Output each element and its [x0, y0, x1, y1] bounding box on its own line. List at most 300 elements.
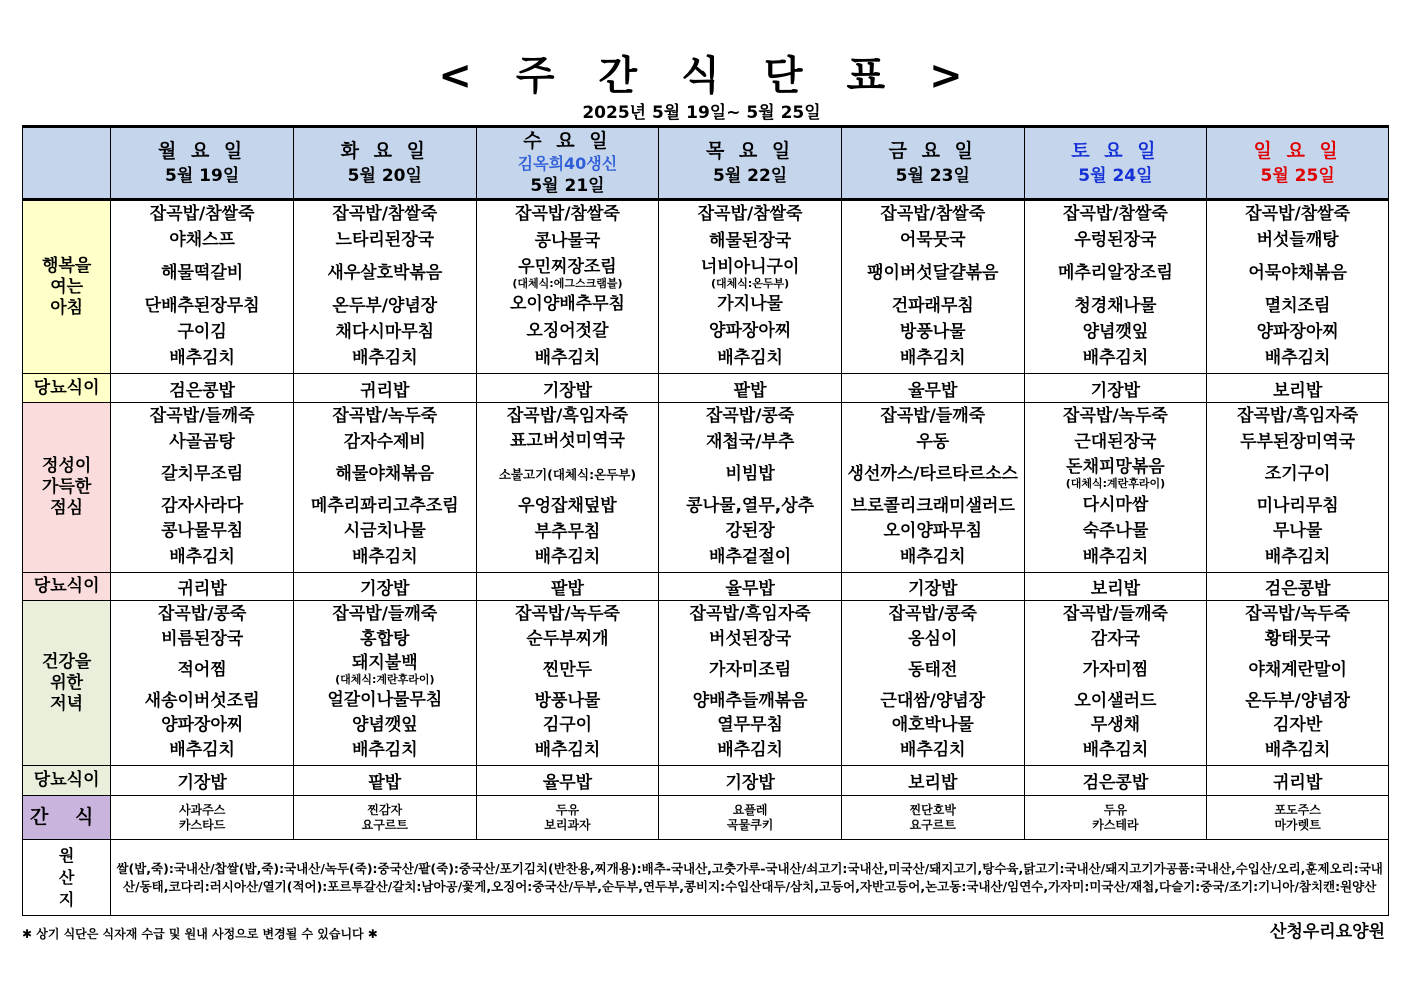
- meal-cell: [111, 200, 294, 374]
- menu-item-name: 잡곡밥/들깨죽: [149, 406, 255, 426]
- menu-item-name: 건파래무침: [891, 295, 974, 316]
- diabetic-meal: 귀리밥: [111, 573, 294, 601]
- meal-items: [659, 201, 841, 373]
- menu-item-name: 잡곡밥/흑임자죽: [689, 604, 811, 624]
- menu-item: [659, 257, 841, 290]
- day-name: 금 요 일: [888, 140, 977, 162]
- menu-item-name: 무생채: [1090, 715, 1141, 736]
- menu-item: [659, 690, 841, 713]
- menu-item-name: 브로콜리크래미샐러드: [850, 495, 1015, 516]
- menu-item: [1207, 495, 1388, 518]
- menu-item-name: 오이양배추무침: [509, 294, 625, 315]
- day-date: 5월 22일: [712, 166, 788, 186]
- snack-cell: [1207, 796, 1389, 840]
- meal-cell: [659, 200, 842, 374]
- menu-item-name: 돼지불백: [351, 653, 418, 674]
- menu-item: [842, 628, 1024, 651]
- menu-item-name: 배추김치: [169, 347, 235, 368]
- menu-item: [842, 229, 1024, 252]
- meal-cell: [841, 403, 1024, 573]
- menu-item-name: 배추김치: [534, 347, 601, 368]
- meal-items: [294, 601, 476, 765]
- meal-cell: [841, 601, 1024, 766]
- menu-item: [1207, 347, 1388, 370]
- menu-item: [477, 203, 659, 226]
- meal-items: [842, 601, 1024, 765]
- menu-item-name: 양념깻잎: [1082, 321, 1149, 342]
- menu-item-name: 근대된장국: [1074, 432, 1157, 453]
- page-title: [0, 44, 1403, 101]
- menu-item-name: 잡곡밥/들깨죽: [332, 604, 438, 624]
- menu-item: [659, 603, 841, 626]
- menu-item-name: 우동: [916, 431, 950, 452]
- menu-item-name: 비름된장국: [161, 628, 244, 649]
- menu-item: [842, 690, 1024, 713]
- meal-items: [111, 201, 293, 373]
- menu-item-name: 양파장아찌: [1256, 321, 1339, 342]
- snack-item: 찐감자: [367, 802, 403, 817]
- menu-item-name: 새우살호박볶음: [327, 263, 443, 284]
- menu-item-name: 잡곡밥/참쌀죽: [697, 204, 803, 224]
- menu-item-name: 메추리꽈리고추조림: [310, 495, 459, 516]
- menu-item: [659, 230, 841, 253]
- meal-items: [477, 201, 659, 373]
- menu-item: [1025, 690, 1207, 713]
- title-char: >: [929, 53, 965, 99]
- breakfast-row: [23, 200, 1389, 374]
- menu-item-name: 배추김치: [534, 739, 601, 760]
- menu-item: [842, 739, 1024, 762]
- menu-item-name: 열무무침: [717, 715, 783, 736]
- meal-cell: [111, 403, 294, 573]
- snack-cell: [1024, 796, 1207, 840]
- menu-item: [294, 405, 476, 428]
- diabetic-meal: 율무밥: [659, 573, 842, 601]
- menu-item-name: 오징어젓갈: [526, 321, 609, 342]
- menu-item: [1025, 431, 1207, 454]
- meal-cell: [293, 200, 476, 374]
- dinner-label: 건강을 위한 저녁: [23, 601, 111, 766]
- menu-item-name: 잡곡밥/콩죽: [888, 604, 977, 624]
- day-header: [1207, 127, 1389, 200]
- day-date: 5월 20일: [347, 166, 422, 186]
- menu-item: [659, 456, 841, 492]
- menu-item: [842, 295, 1024, 318]
- day-name: 화 요 일: [340, 140, 429, 162]
- menu-item: [477, 690, 659, 713]
- diabetic-meal: 기장밥: [1024, 374, 1207, 403]
- menu-item: [477, 347, 659, 370]
- menu-item-name: 느타리된장국: [335, 230, 435, 251]
- menu-item: [477, 628, 659, 651]
- menu-item-name: 부추무침: [534, 521, 601, 542]
- menu-item-name: 양배추들깨볶음: [692, 690, 808, 711]
- dinner-row: [23, 601, 1389, 766]
- menu-item-name: 동태전: [908, 660, 958, 681]
- menu-item: [1207, 520, 1388, 543]
- menu-item: [842, 255, 1024, 291]
- menu-item-name: 김자반: [1272, 715, 1323, 736]
- breakfast-diabetic-row: [23, 374, 1389, 403]
- menu-item-name: 잡곡밥/참쌀죽: [332, 204, 438, 224]
- day-date: 5월 23일: [895, 166, 970, 186]
- menu-item-name: 얼갈이나물무침: [327, 689, 443, 710]
- menu-item: [294, 520, 476, 543]
- menu-period: 2025년 5월 19일~ 5월 25일: [582, 103, 821, 123]
- menu-item-name: 버섯된장국: [709, 628, 792, 649]
- menu-item: [477, 320, 659, 343]
- menu-item: [1207, 603, 1388, 626]
- menu-item: [842, 456, 1024, 492]
- menu-item: [659, 739, 841, 762]
- snack-item: 요구르트: [909, 817, 956, 832]
- snack-cell: [111, 796, 294, 840]
- menu-item: [1207, 203, 1388, 226]
- menu-item: [842, 652, 1024, 688]
- alternative-note: (대체식:온두부): [711, 276, 790, 290]
- meal-items: [842, 201, 1024, 373]
- menu-item-name: 새송이버섯조림: [144, 690, 260, 711]
- menu-item-name: 배추김치: [1082, 347, 1149, 368]
- alternative-note: (대체식:에그스크램블): [512, 276, 623, 290]
- day-date: 5월 19일: [165, 166, 240, 186]
- menu-item-name: 가지나물: [717, 294, 783, 315]
- menu-item: [111, 603, 293, 626]
- menu-item: [111, 690, 293, 713]
- menu-item-name: 배추김치: [1082, 546, 1149, 567]
- menu-item: [294, 456, 476, 492]
- menu-item: [842, 321, 1024, 344]
- meal-cell: [293, 601, 476, 766]
- menu-item-name: 시금치나물: [343, 521, 426, 542]
- menu-item-name: 조기구이: [1264, 464, 1331, 485]
- menu-item-name: 배추겉절이: [709, 546, 792, 567]
- diabetic-meal: 기장밥: [293, 573, 476, 601]
- menu-item: [477, 652, 659, 688]
- menu-item: [842, 431, 1024, 454]
- meal-cell: [476, 601, 659, 766]
- menu-item-name: 청경채나물: [1074, 295, 1157, 316]
- menu-item: [477, 714, 659, 737]
- menu-item: [1207, 255, 1388, 291]
- menu-item: [477, 603, 659, 626]
- menu-item: [1025, 546, 1207, 569]
- diabetic-meal: 귀리밥: [1207, 766, 1389, 796]
- menu-item-name: 배추김치: [534, 546, 601, 567]
- menu-item: [294, 229, 476, 252]
- diabetic-meal: 기장밥: [476, 374, 659, 403]
- menu-item-name: 양념깻잎: [351, 714, 418, 735]
- menu-item: [1207, 690, 1388, 713]
- day-date: 5월 21일: [530, 176, 605, 196]
- menu-item-name: 오이샐러드: [1074, 690, 1157, 711]
- menu-item: [294, 347, 476, 370]
- corner-cell: [23, 127, 111, 200]
- menu-item: [1025, 203, 1207, 226]
- menu-item: [477, 430, 659, 453]
- menu-item: [477, 495, 659, 518]
- menu-item-name: 잡곡밥/참쌀죽: [1063, 204, 1168, 224]
- menu-item: [111, 456, 293, 492]
- facility-name: 산청우리요양원: [1270, 922, 1385, 942]
- menu-item: [659, 293, 841, 316]
- alternative-note: (대체식:계란후라이): [335, 673, 435, 687]
- day-date: 5월 25일: [1260, 166, 1335, 186]
- menu-item-name: 구이김: [177, 321, 227, 342]
- menu-item: [1025, 520, 1207, 543]
- menu-item-name: 우렁된장국: [1074, 230, 1157, 251]
- menu-item-name: 잡곡밥/참쌀죽: [880, 204, 986, 224]
- menu-item: [294, 689, 476, 712]
- diabetic-meal: 보리밥: [1024, 573, 1207, 601]
- meal-cell: [1207, 403, 1389, 573]
- menu-item: [842, 546, 1024, 569]
- menu-item: [659, 652, 841, 688]
- menu-item-name: 방풍나물: [899, 321, 966, 342]
- menu-item-name: 황태뭇국: [1264, 628, 1331, 649]
- menu-item: [1207, 456, 1388, 492]
- snack-item: 포도주스: [1274, 802, 1321, 817]
- menu-item-name: 잡곡밥/참쌀죽: [149, 204, 255, 224]
- menu-item-name: 잡곡밥/참쌀죽: [1245, 204, 1350, 224]
- snack-item: 요구르트: [361, 817, 408, 832]
- menu-item-name: 배추김치: [1264, 739, 1331, 760]
- menu-item: [111, 495, 293, 518]
- menu-item: [1207, 321, 1388, 344]
- menu-item-name: 채다시마무침: [335, 321, 435, 342]
- title-char: 주: [515, 53, 557, 99]
- menu-item-name: 콩나물무침: [161, 521, 244, 542]
- menu-item-name: 오이양파무침: [883, 521, 983, 542]
- menu-item-name: 야채스프: [169, 230, 235, 251]
- menu-item-name: 잡곡밥/흑임자죽: [506, 406, 629, 426]
- meal-cell: [1207, 601, 1389, 766]
- menu-item-name: 재첩국/부추: [705, 431, 795, 452]
- menu-item: [111, 229, 293, 252]
- meal-cell: [476, 403, 659, 573]
- day-header: [659, 127, 842, 200]
- lunch-row: [23, 403, 1389, 573]
- menu-item: [842, 347, 1024, 370]
- menu-item-name: 해물야채볶음: [335, 464, 435, 485]
- menu-item: [659, 546, 841, 569]
- meal-items: [477, 601, 659, 765]
- menu-item: [1207, 546, 1388, 569]
- origin-row: [23, 840, 1389, 916]
- menu-item: [659, 431, 841, 454]
- menu-item: [1025, 229, 1207, 252]
- menu-item: [842, 520, 1024, 543]
- title-char: 간: [598, 53, 640, 99]
- menu-item: [294, 739, 476, 762]
- day-name: 목 요 일: [705, 140, 795, 162]
- menu-item: [659, 714, 841, 737]
- menu-item: [842, 714, 1024, 737]
- menu-item-name: 잡곡밥/참쌀죽: [515, 204, 620, 224]
- menu-item: [294, 431, 476, 454]
- snack-cell: [841, 796, 1024, 840]
- menu-item: [1207, 652, 1388, 688]
- lunch-diabetic-row: [23, 573, 1389, 601]
- menu-item-name: 소불고기(대체식:온두부): [498, 466, 637, 482]
- menu-item-name: 배추김치: [899, 347, 966, 368]
- meal-cell: [1207, 200, 1389, 374]
- menu-item-name: 순두부찌개: [526, 628, 609, 649]
- menu-item-name: 근대쌈/양념장: [880, 690, 986, 711]
- menu-item: [659, 405, 841, 428]
- footnote: ✱ 상기 식단은 식자재 수급 및 원내 사정으로 변경될 수 있습니다 ✱: [22, 927, 378, 941]
- meal-items: [659, 601, 841, 765]
- menu-item-name: 배추김치: [169, 546, 235, 567]
- menu-item-name: 비빔밥: [725, 464, 775, 485]
- menu-item: [1025, 714, 1207, 737]
- menu-item-name: 무나물: [1272, 521, 1323, 542]
- menu-item: [1207, 229, 1388, 252]
- menu-item-name: 감자수제비: [343, 431, 426, 452]
- menu-item: [294, 203, 476, 226]
- menu-item: [111, 546, 293, 569]
- menu-item-name: 미나리무침: [1256, 495, 1339, 516]
- menu-item-name: 잡곡밥/녹두죽: [1063, 406, 1168, 426]
- menu-item-name: 배추김치: [351, 347, 418, 368]
- menu-item-name: 두부된장미역국: [1240, 431, 1356, 452]
- menu-item-name: 가자미조림: [709, 660, 792, 681]
- menu-item-name: 배추김치: [1082, 739, 1149, 760]
- menu-item: [659, 203, 841, 226]
- menu-item-name: 야채계란말이: [1248, 660, 1347, 681]
- menu-item: [111, 405, 293, 428]
- diabetic-meal: 검은콩밥: [1207, 573, 1389, 601]
- menu-item: [1025, 255, 1207, 291]
- menu-item: [659, 347, 841, 370]
- menu-item-name: 콩나물,열무,상추: [686, 495, 815, 516]
- menu-item-name: 사골곰탕: [169, 431, 235, 452]
- menu-item-name: 잡곡밥/녹두죽: [1245, 604, 1350, 624]
- day-date: 5월 24일: [1078, 166, 1153, 186]
- menu-item: [842, 603, 1024, 626]
- diabetic-meal: 기장밥: [841, 573, 1024, 601]
- day-name: 월 요 일: [157, 140, 247, 162]
- weekly-menu-table: [22, 125, 1389, 916]
- menu-item-name: 양파장아찌: [161, 715, 244, 736]
- snack-item: 두유: [1103, 802, 1128, 817]
- menu-item-name: 방풍나물: [534, 690, 601, 711]
- diabetic-meal: 기장밥: [111, 766, 294, 796]
- menu-item-name: 메추리알장조림: [1057, 263, 1173, 284]
- menu-item-name: 돈채피망볶음: [1066, 457, 1165, 478]
- menu-item-name: 애호박나물: [891, 715, 974, 736]
- menu-item-name: 잡곡밥/콩죽: [705, 406, 795, 426]
- menu-item: [111, 652, 293, 688]
- menu-item-name: 갈치무조림: [161, 464, 244, 485]
- meal-cell: [1024, 200, 1207, 374]
- menu-item-name: 감자국: [1090, 628, 1141, 649]
- dinner-diabetic-row: [23, 766, 1389, 796]
- menu-item-name: 배추김치: [899, 546, 966, 567]
- menu-item: [842, 495, 1024, 518]
- menu-item: [294, 714, 476, 737]
- menu-item: [659, 320, 841, 343]
- menu-item: [111, 295, 293, 318]
- menu-item-name: 우엉잡채덮밥: [518, 496, 617, 517]
- menu-item: [659, 495, 841, 518]
- menu-item: [294, 255, 476, 291]
- meal-items: [1207, 601, 1388, 765]
- meal-items: [1025, 403, 1207, 572]
- meal-items: [1207, 201, 1388, 373]
- menu-item-name: 우민찌장조림: [518, 256, 617, 277]
- menu-item: [842, 405, 1024, 428]
- snack-label: 간 식: [23, 796, 111, 840]
- diabetic-meal: 보리밥: [1207, 374, 1389, 403]
- menu-item: [111, 431, 293, 454]
- menu-item: [659, 520, 841, 543]
- meal-cell: [841, 200, 1024, 374]
- meal-cell: [659, 403, 842, 573]
- meal-items: [111, 403, 293, 572]
- day-name: 수 요 일: [523, 130, 612, 152]
- menu-item-name: 해물떡갈비: [161, 263, 244, 284]
- menu-item-name: 잡곡밥/녹두죽: [515, 604, 620, 624]
- alternative-note: (대체식:계란후라이): [1065, 477, 1166, 491]
- menu-item: [1025, 603, 1207, 626]
- menu-item-name: 숙주나물: [1082, 520, 1149, 541]
- menu-item: [111, 714, 293, 737]
- menu-item: [659, 628, 841, 651]
- menu-item: [111, 739, 293, 762]
- day-header: [841, 127, 1024, 200]
- snack-item: 마가렛트: [1274, 817, 1321, 832]
- menu-item: [294, 295, 476, 318]
- diabetic-meal: 기장밥: [659, 766, 842, 796]
- meal-items: [111, 601, 293, 765]
- menu-item: [1207, 405, 1388, 428]
- meal-items: [1207, 403, 1388, 572]
- diabetic-label: 당뇨식이: [23, 573, 111, 601]
- menu-item: [477, 521, 659, 544]
- menu-item: [1025, 321, 1207, 344]
- menu-item-name: 적어찜: [177, 660, 227, 681]
- meal-cell: [111, 601, 294, 766]
- diabetic-meal: 팥밥: [476, 573, 659, 601]
- menu-item-name: 다시마쌈: [1082, 494, 1149, 515]
- day-name: 일 요 일: [1253, 140, 1342, 162]
- day-name: 토 요 일: [1071, 140, 1160, 162]
- origin-label: 원 산 지: [23, 840, 111, 916]
- menu-item-name: 팽이버섯달걀볶음: [867, 263, 999, 284]
- menu-item-name: 배추김치: [717, 739, 783, 760]
- menu-item: [842, 203, 1024, 226]
- menu-item-name: 잡곡밥/들깨죽: [880, 406, 986, 426]
- snack-item: 카스타드: [178, 817, 226, 832]
- meal-cell: [659, 601, 842, 766]
- menu-item: [294, 495, 476, 518]
- menu-item-name: 양파장아찌: [709, 321, 792, 342]
- meal-cell: [1024, 403, 1207, 573]
- menu-item-name: 김구이: [542, 715, 593, 736]
- meal-cell: [476, 200, 659, 374]
- menu-item: [1025, 739, 1207, 762]
- day-header: [1024, 127, 1207, 200]
- menu-item-name: 온두부/양념장: [332, 295, 438, 316]
- diabetic-label: 당뇨식이: [23, 766, 111, 796]
- breakfast-label: 행복을 여는 아침: [23, 200, 111, 374]
- meal-items: [659, 403, 841, 572]
- menu-item: [111, 321, 293, 344]
- menu-item: [477, 257, 659, 290]
- menu-item-name: 멸치조림: [1264, 295, 1331, 316]
- day-header: [293, 127, 476, 200]
